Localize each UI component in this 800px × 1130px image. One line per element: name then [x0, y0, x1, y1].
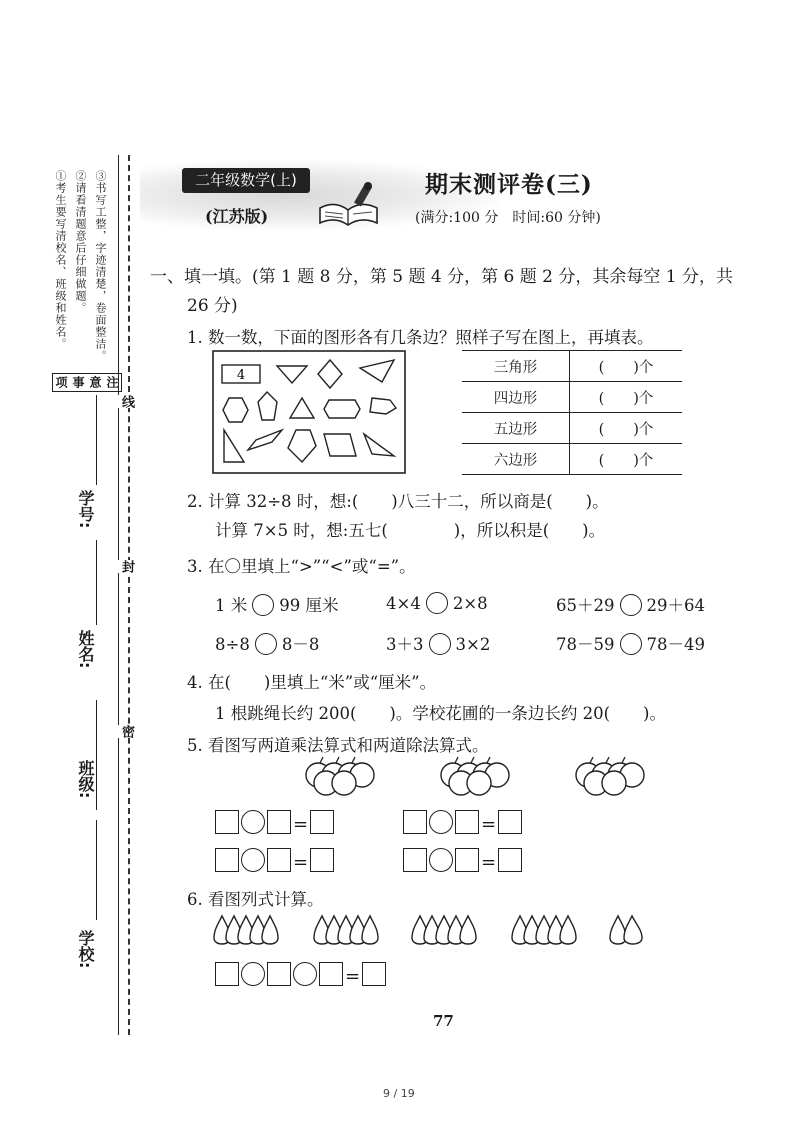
school-label: 学校:	[76, 930, 95, 969]
compare-circle[interactable]	[620, 594, 642, 616]
q1-text: 1. 数一数，下面的图形各有几条边？照样子写在图上，再填表。	[187, 328, 654, 347]
page-subtitle: (满分:100 分 时间:60 分钟)	[415, 210, 601, 226]
seal-line-label: 线	[119, 395, 134, 408]
notice-item-3: ③书写工整，字迹清楚，卷面整洁。	[94, 170, 107, 362]
equals-sign: =	[481, 852, 497, 873]
answer-box[interactable]	[362, 962, 386, 986]
compare-circle[interactable]	[620, 633, 642, 655]
answer-box[interactable]	[267, 848, 291, 872]
pear-group-4	[510, 912, 582, 950]
page-title: 期末测评卷(三)	[425, 171, 593, 198]
equals-sign: =	[293, 814, 309, 835]
section1-heading-cont: 26 分)	[187, 296, 238, 316]
q3-right: 2×8	[452, 594, 488, 613]
equals-sign: =	[293, 852, 309, 873]
q3-right: 3×2	[455, 635, 491, 654]
edition-label: (江苏版)	[205, 207, 269, 226]
q3-text: 3. 在〇里填上“>”“<”或“=”。	[187, 557, 416, 576]
answer-box[interactable]	[215, 810, 239, 834]
answer-box[interactable]	[215, 962, 239, 986]
operator-circle[interactable]	[429, 810, 453, 834]
q5-text: 5. 看图写两道乘法算式和两道除法算式。	[187, 736, 489, 755]
q3-right: 99 厘米	[279, 596, 339, 615]
compare-circle[interactable]	[429, 633, 451, 655]
q3-item-3	[556, 592, 705, 616]
q5-equation-3	[215, 848, 334, 873]
notice-item-2: ②请看清题意后仔细做题。	[74, 170, 87, 314]
notice-item-1: ①考生要写清校名、班级和姓名。	[54, 170, 67, 350]
answer-box[interactable]	[319, 962, 343, 986]
answer-box[interactable]	[455, 848, 479, 872]
q3-left: 65＋29	[556, 596, 615, 615]
answer-box[interactable]	[267, 962, 291, 986]
q3-right: 29＋64	[646, 596, 705, 615]
q3-item-5	[386, 631, 490, 655]
equals-sign: =	[345, 966, 361, 987]
table-row	[462, 444, 682, 475]
school-field[interactable]	[96, 820, 97, 920]
q1-shapes-figure	[212, 350, 406, 474]
answer-box[interactable]	[403, 848, 427, 872]
notice-title: 注意事项	[52, 373, 122, 392]
answer-box[interactable]	[267, 810, 291, 834]
pear-group-1	[212, 912, 284, 950]
table-cell-shape: 四边形	[462, 382, 570, 413]
operator-circle[interactable]	[241, 848, 265, 872]
answer-box[interactable]	[310, 848, 334, 872]
q3-right: 78－49	[646, 635, 705, 654]
compare-circle[interactable]	[426, 592, 448, 614]
answer-box[interactable]	[498, 848, 522, 872]
table-cell-shape: 三角形	[462, 351, 570, 382]
pear-group-2	[312, 912, 384, 950]
table-cell-blank[interactable]: ( )个	[570, 444, 683, 475]
operator-circle[interactable]	[241, 962, 265, 986]
table-row	[462, 413, 682, 444]
q2-line1: 2. 计算 32÷8 时，想:( )八三十二，所以商是( )。	[187, 492, 609, 511]
page-number: 77	[433, 1012, 454, 1030]
answer-box[interactable]	[455, 810, 479, 834]
apple-group-3	[570, 755, 650, 797]
book-pencil-icon	[315, 178, 385, 228]
number-label: 学号:	[76, 490, 95, 529]
table-row	[462, 382, 682, 413]
q3-left: 78－59	[556, 635, 615, 654]
table-cell-blank[interactable]: ( )个	[570, 351, 683, 382]
seal-mi-label: 密	[119, 725, 134, 738]
q3-left: 3＋3	[386, 635, 424, 654]
q6-text: 6. 看图列式计算。	[187, 890, 324, 909]
grade-badge: 二年级数学(上)	[182, 168, 310, 193]
table-cell-shape: 五边形	[462, 413, 570, 444]
q2-line2: 计算 7×5 时，想:五七( )，所以积是( )。	[215, 521, 606, 540]
compare-circle[interactable]	[255, 633, 277, 655]
pear-group-5	[608, 912, 652, 950]
answer-box[interactable]	[403, 810, 427, 834]
class-label: 班级:	[76, 760, 95, 799]
q1-example-number: 4	[236, 368, 246, 383]
section1-heading: 一、填一填。(第 1 题 8 分，第 5 题 4 分，第 6 题 2 分，其余每空 1 分，共	[150, 267, 733, 287]
margin-line-solid	[118, 155, 119, 1035]
pear-group-3	[410, 912, 482, 950]
seal-feng-label: 封	[119, 560, 134, 573]
operator-circle[interactable]	[429, 848, 453, 872]
q3-item-6	[556, 631, 705, 655]
q5-equation-1	[215, 810, 334, 835]
q4-line: 1 根跳绳长约 200( )。学校花圃的一条边长约 20( )。	[215, 704, 666, 723]
q3-left: 4×4	[386, 594, 421, 613]
equals-sign: =	[481, 814, 497, 835]
q3-left: 1 米	[215, 596, 248, 615]
answer-box[interactable]	[215, 848, 239, 872]
q3-left: 8÷8	[215, 635, 250, 654]
q4-text: 4. 在( )里填上“米”或“厘米”。	[187, 673, 437, 692]
answer-box[interactable]	[498, 810, 522, 834]
margin-line-dashed	[128, 155, 130, 1035]
q3-item-4	[215, 631, 319, 655]
name-label: 姓名:	[76, 630, 95, 669]
operator-circle[interactable]	[241, 810, 265, 834]
pdf-page-indicator: 9 / 19	[383, 1087, 415, 1100]
answer-box[interactable]	[310, 810, 334, 834]
q3-right: 8－8	[281, 635, 320, 654]
name-field[interactable]	[96, 540, 97, 625]
q3-item-1	[215, 592, 339, 616]
table-cell-blank[interactable]: ( )个	[570, 382, 683, 413]
q6-equation	[215, 962, 386, 987]
apple-group-2	[435, 755, 515, 797]
class-field[interactable]	[96, 700, 97, 810]
q1-answer-table	[462, 350, 682, 475]
apple-group-1	[300, 755, 380, 797]
table-row	[462, 351, 682, 382]
compare-circle[interactable]	[252, 594, 274, 616]
q5-equation-2	[403, 810, 522, 835]
operator-circle[interactable]	[293, 962, 317, 986]
q3-item-2	[386, 592, 488, 614]
number-field[interactable]	[96, 395, 97, 485]
table-cell-blank[interactable]: ( )个	[570, 413, 683, 444]
q5-equation-4	[403, 848, 522, 873]
table-cell-shape: 六边形	[462, 444, 570, 475]
